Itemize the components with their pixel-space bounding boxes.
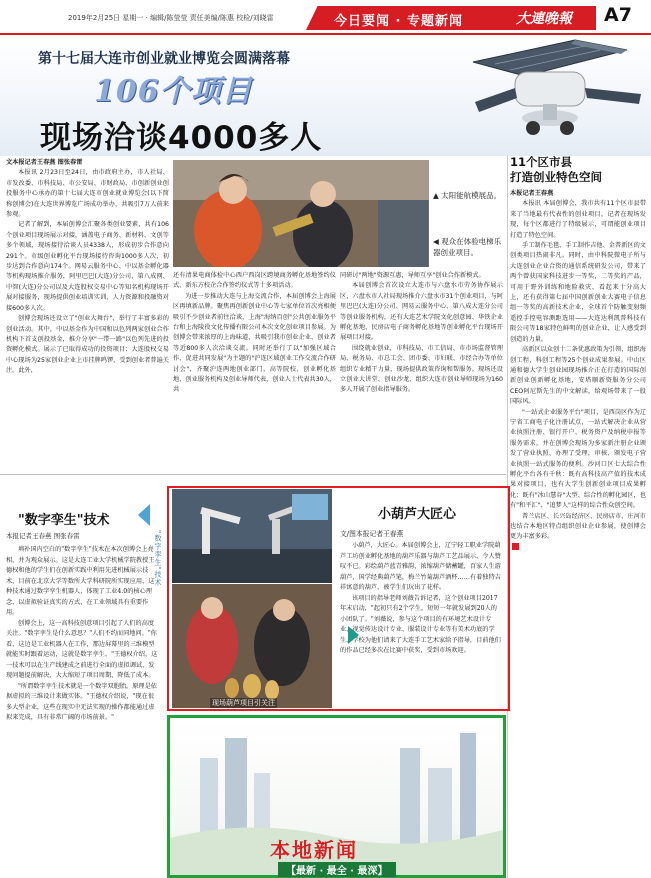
digital-twin-vertical-tag: "数字孪生"技术 <box>154 530 162 587</box>
calabash-title: 小葫芦大匠心 <box>378 507 457 522</box>
robot-arm-image <box>172 489 332 583</box>
exhibition-photo <box>173 160 429 267</box>
headline-number: 106个项目 <box>94 74 253 109</box>
calabash-byline: 文/图本报记者王春燕 <box>340 530 404 538</box>
lead-paragraph: 创博会现场还设立了"创业大舞台"，举行了丰富多彩的创业活动。其中，中以基金作为中国和以色列两家创业合作机构下首支创投基金，推介分享"一带一路"以色列先进的投资孵化模式。展示了已取得成功的投资项目；大连股权交易中心现场为25家创业企业上市挂牌鸣锣，受到创业者普遍关注。此外， <box>6 315 169 375</box>
robot-arm-photo <box>172 489 332 583</box>
right-title-line-2: 打造创业特色空间 <box>510 170 602 184</box>
right-byline: 本报记者王春燕 <box>510 190 554 197</box>
digital-twin-body <box>6 545 158 878</box>
photo-caption-1: ▲ 太阳能航模展品。 <box>433 191 502 200</box>
lead-article-column-1 <box>6 158 169 470</box>
lead-photo <box>173 160 429 267</box>
calabash-body <box>340 541 503 706</box>
calabash-craft-photo <box>172 584 332 708</box>
local-news-title: 本地新闻 <box>270 838 358 862</box>
section-divider <box>0 474 506 475</box>
lead-paragraph: 为进一步推动大连与上海交流合作，本届创博会上海展区再填新品牌。聚焦再创新创业中心等七家单位首次亮相便吸引不少创业者前往洽谈，上海"海纳百创"公共创业服务平台和上海陵役文化传播有限公司本次文化创业项目参展。为创博会带来浓厚的上海味道，共吸引我市创业企业、创业者等近800多人次洽谈交流。同时还举行了以"加强区域合作，促进共同发展"为主题的"沪连区域创业工作交流合作研讨会"，齐聚沪连两地创业部门，高等院校、创业孵化基地、创业服务机构及创业导师代表，创业人士代表共30人，共 <box>173 292 336 394</box>
lead-paragraph: 本届创博会首次设立大连市与六盘水市劳务协作展示区，六盘水市人社局现场推介六盘水市31个创业项目，与阿里巴巴(大连)分公司、网易云服务中心、第八成大连分公司等创业服务机构，还有大连艺术学院文化创意园、华铁企业孵化基地、民房店电子商务孵化基地等创业孵化平台现场开展项目对接。 <box>340 282 503 342</box>
right-paragraph: "一站式企业服务平台"项目，是西岗区作为辽宁省工商电子化注册试点，一站式解决企业从营业执照注册、银行开户、税务资户及纳税申报等服务需求，并在创博会现场为多家新注册企业颁发了营业执照，办理了受理，审核、颁发电子营业执照一站式服务的便利。沙河口区七大综合性孵化平台各有千秋：既有高科技高产值的技术成果对接项目，也有大学生创新创业项目成果孵化；既有"冰山慧谷"大型、综合性的孵化园区，也有"和平汇"、"追梦人"这样的综合性众创空间。 <box>510 408 646 510</box>
photo-caption-2: ◀ 观众在体验电梯乐器创业项目。 <box>433 237 502 257</box>
calabash-paragraph: 小葫芦，大匠心。本届创博会上，辽宁轻工职业学院葫芦工坊创业孵化基地的葫芦乐器与葫芦工艺品展示，令人赞叹不已。彩绘葫芦蓝青雅韵，浓缩葫芦储蓄罐，百家人生游葫芦，国学经典葫芦笔，梅兰竹菊葫芦酒杯……有着独特吉祥寓意的葫芦，被学生们玩出了花样。 <box>340 542 501 591</box>
page-number: A7 <box>604 4 632 26</box>
date-editor-line: 2019年2月25日 星期一 · 编辑/陈莹莹 责任美编/陈惠 校检/刘晓雷 <box>68 14 274 22</box>
right-paragraph: 高新区以众创十二条优惠政策为引领，组织海创工程，科创工程等25个创业成果参展。中山区通和德大学生创业园现场推介正在打造的国际创新创业创新孵化基地，安塔顺新资服务分公司CEO阿尼斯先生的中文解读，给观场带来了一股国际风。 <box>510 346 646 406</box>
digital-twin-paragraph: 填补国内空白的"数字孪生"技术在本次创博会上亮相，并为观众展示。这是大连工业大学机械学院教授王德权和他的学生们在创新实践中利用先进机械展示技术，目前在北京大学等数所大学科研院所实现应用，这种技术通过数字孪生机器人，体现了工业4.0的核心理念，以虚拟验证真实的方式，在工业领域具有重要作用。 <box>6 546 155 616</box>
headline-main: 现场洽谈4000多人 <box>40 120 323 156</box>
right-paragraph: 普兰店区、长兴岛经济区、民房店市、庄河市也结合本地区特点组织创业企业参展，使创博会更为丰富多彩。 <box>510 512 646 541</box>
calabash-people-image <box>172 584 332 708</box>
digital-twin-paragraph: "所谓数字孪生技术就是一个数字双胞胎，原理是依据虚拟的三维设计来做实体。"王德权介绍说，"现在很多大型企业，这些在现实中无法实现的操作都能通过虚拟来完成，具有非常广阔的市场前景。" <box>6 682 157 721</box>
newspaper-logo: 大連晚報 <box>516 11 572 27</box>
solar-drone-illustration <box>455 32 645 150</box>
digital-twin-byline: 本报记者王春燕 图张春雷 <box>6 532 80 540</box>
right-paragraph: 本报讯 本届创博会，我市共有11个区市县带来了当地最有代表性的创业项目，记者在现场发现，每个区都进行了特级展示，可谓能创业项目打造了特色空间。 <box>510 200 646 239</box>
lead-article-column-2 <box>173 271 336 471</box>
right-column-article <box>510 155 646 878</box>
lead-paragraph: 本报讯 2月23日至24日，由市政府主办，市人社局、市发改委、市科技局、市公安局、市财政局、市创新创业创投服务中心承办的第十七届大连市创业就业博览会(以下简称创博会)在大连世界博览广场成功举办，共吸引7万人前来参观。 <box>6 169 169 219</box>
local-news-subtitle: 【最新 · 最全 · 最深】 <box>278 862 396 877</box>
arrow-right-icon <box>348 626 359 644</box>
digital-twin-paragraph: 创博会上，这一高科技创意项目引起了人们的高度关注。"数字孪生是什么意思？"人们不约而同地问。"你看，这边是工业机器人在工作，那边屏幕里的三维模型就能实时跟着运动，这就是数字孪生。"王德权介绍，这一技术可以在生产线建成之前进行全面的虚拟调试，发现问题提前解决，大大缩短了项目周期，降低了成本。 <box>6 619 158 679</box>
calabash-paragraph: 该项目的指导老师刘薇告诉记者，这个创业项目2017年末启动，"起初只有2个学生，短短一年就发展到20人的小团队了。"刘薇说，参与这个项目的有环境艺术设计专业、视觉传达设计专业、服装设计专业等有美术功底的学生，学校为他们请来了大连手工艺术家给予指导，目前他们的作品已经多次在比赛中获奖，受到市场欢迎。 <box>340 594 501 654</box>
calabash-photo-caption: 现场葫芦项目引关注 <box>212 699 275 707</box>
lead-paragraph: 围绕就业创业，市科技局、市工信局、市市场监督管理局、税务局、市总工会、团市委、市妇联、市经合办等单位组织专业精干力量，现场提供政策咨询和帮服务。现场还设立创业大讲堂、创业沙龙，组织大连市创业导师现场为160多人开展了创业指导服务。 <box>340 344 503 394</box>
digital-twin-title: "数字孪生"技术 <box>18 513 110 528</box>
lead-article-column-3 <box>340 271 503 471</box>
section-title: 今日要闻 · 专题新闻 <box>334 14 463 29</box>
lead-paragraph: 记者了解到，本届创博会汇聚各类创业要素，共有106个创业项目现场展示对接，涵盖电子商务、新材料、文创等多个领域，现场接待洽谈人员4338人，形成初步合作意向291个。市级创业孵化平台现场接待咨询1000多人次，初步达到合作意向174个。网易云服务中心、中以基金孵化器等机构现场推介服务，阿里巴巴(大连)分公司、第八成网、中智(大连)分公司以及大连股权交易中心等知名机构现场开展对接服务，现场提供创业培训实训、人力资源和投融资对接600多人次。 <box>6 221 169 312</box>
lead-paragraph: 还有清果电商体检中心西户西岗区跨境商务孵化基地签约仪式、新东方校企合作签约仪式等十多项活动。 <box>173 272 336 290</box>
arrow-left-icon <box>138 504 150 526</box>
red-square-marker-icon <box>512 543 519 550</box>
right-paragraph: 手工制作毛毯、手工制作吉他、金普新区的文创类项目热闹非凡。同时，由中科院微电子所与大连创业企业合资的通信系统研发公司，带来了两个曾获国家科技进步一等奖，二等奖的产品，可用于野外训练和地险救灾，看起来十分高大上，还有获得第七届中国创新创业大赛电子信息组一等奖的高新技术企业，全球首个防触变射频遥控手控电容测距选用——大连达利凯普科技有限公司等18家特色鲜明的创业企业，让人感受到创造的力量。 <box>510 242 646 343</box>
right-title-line-1: 11个区市县 <box>510 155 573 169</box>
headline-subhead: 第十七届大连市创业就业博览会圆满落幕 <box>38 51 290 67</box>
lead-byline: 文本报记者王春燕 图张春雷 <box>6 159 83 166</box>
lead-paragraph: 同研讨"两地"资源互惠，导师互享"创业合作新模式。 <box>340 272 485 279</box>
